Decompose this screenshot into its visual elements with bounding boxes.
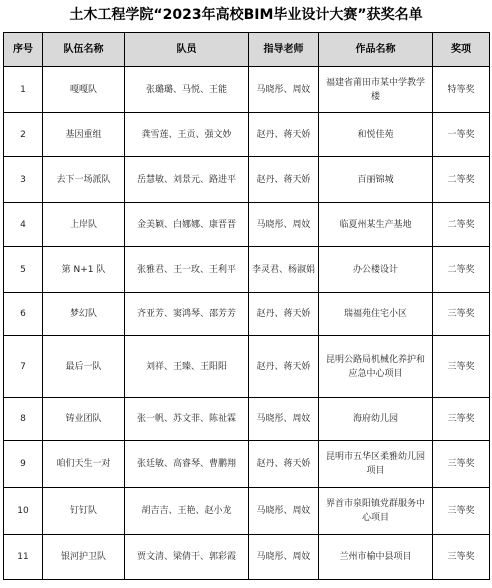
cell-work-title: 昆明市五华区柔雅幼儿园项目 [319, 441, 433, 488]
cell-work-title: 界首市泉阳镇党群服务中心项目 [319, 488, 433, 535]
cell-work-title: 昆明公路局机械化养护和应急中心项目 [319, 336, 433, 398]
cell-members: 刘祥、王臻、王阳阳 [125, 336, 249, 398]
cell-award: 三等奖 [433, 336, 490, 398]
cell-number: 7 [4, 336, 43, 398]
cell-number: 4 [4, 203, 43, 247]
table-row [4, 157, 490, 203]
cell-team-name: 去下一场派队 [43, 157, 125, 203]
cell-advisor: 赵丹、蒋天娇 [249, 157, 319, 203]
table-row [4, 247, 490, 293]
cell-members: 贾文清、梁倩干、郭彩霞 [125, 535, 249, 580]
cell-number: 2 [4, 113, 43, 157]
cell-members: 张一帆、苏文菲、陈祉霖 [125, 398, 249, 441]
header-members: 队员 [125, 33, 249, 67]
cell-members: 胡吉吉、王艳、赵小龙 [125, 488, 249, 535]
cell-award: 三等奖 [433, 441, 490, 488]
cell-work-title: 海府幼儿园 [319, 398, 433, 441]
table-row [4, 293, 490, 336]
table-row [4, 398, 490, 441]
cell-number: 1 [4, 67, 43, 113]
cell-number: 11 [4, 535, 43, 580]
cell-team-name: 铸业团队 [43, 398, 125, 441]
table-row [4, 488, 490, 535]
cell-team-name: 梦幻队 [43, 293, 125, 336]
cell-award: 一等奖 [433, 113, 490, 157]
cell-number: 5 [4, 247, 43, 293]
cell-award: 二等奖 [433, 247, 490, 293]
cell-work-title: 兰州市榆中县项目 [319, 535, 433, 580]
cell-members: 龚雪莲、王贡、强文妙 [125, 113, 249, 157]
table-row [4, 441, 490, 488]
cell-advisor: 马晓彤、周妏 [249, 535, 319, 580]
cell-team-name: 银河护卫队 [43, 535, 125, 580]
cell-number: 8 [4, 398, 43, 441]
cell-team-name: 钉钉队 [43, 488, 125, 535]
header-number: 序号 [4, 33, 43, 67]
cell-award: 二等奖 [433, 203, 490, 247]
cell-advisor: 马晓彤、周妏 [249, 203, 319, 247]
cell-advisor: 马晓彤、周妏 [249, 398, 319, 441]
award-table [3, 32, 490, 580]
table-row [4, 336, 490, 398]
cell-members: 齐亚芳、窦鸿琴、邵芳芳 [125, 293, 249, 336]
cell-award: 三等奖 [433, 488, 490, 535]
cell-number: 3 [4, 157, 43, 203]
table-body [4, 67, 490, 580]
cell-award: 三等奖 [433, 293, 490, 336]
table-row [4, 113, 490, 157]
table-row [4, 535, 490, 580]
header-team-name: 队伍名称 [43, 33, 125, 67]
cell-work-title: 瑞福苑住宅小区 [319, 293, 433, 336]
cell-award: 三等奖 [433, 398, 490, 441]
header-work-title: 作品名称 [319, 33, 433, 67]
cell-team-name: 咱们天生一对 [43, 441, 125, 488]
cell-team-name: 基因重组 [43, 113, 125, 157]
cell-members: 金美颖、白娜娜、康晋晋 [125, 203, 249, 247]
cell-work-title: 办公楼设计 [319, 247, 433, 293]
cell-work-title: 百丽锦城 [319, 157, 433, 203]
header-award: 奖项 [433, 33, 490, 67]
table-row [4, 67, 490, 113]
cell-members: 岳慧敏、刘景元、路进平 [125, 157, 249, 203]
cell-advisor: 李灵君、杨淑娟 [249, 247, 319, 293]
cell-members: 张廷敏、高睿琴、曹鹏翔 [125, 441, 249, 488]
cell-number: 6 [4, 293, 43, 336]
cell-number: 10 [4, 488, 43, 535]
table-row [4, 203, 490, 247]
header-advisor: 指导老师 [249, 33, 319, 67]
cell-team-name: 最后一队 [43, 336, 125, 398]
cell-award: 二等奖 [433, 157, 490, 203]
document-title: 土木工程学院“2023年高校BIM毕业设计大赛”获奖名单 [69, 7, 423, 23]
cell-advisor: 马晓彤、周妏 [249, 488, 319, 535]
cell-advisor: 赵丹、蒋天娇 [249, 336, 319, 398]
cell-work-title: 和悦佳苑 [319, 113, 433, 157]
cell-team-name: 嘎嘎队 [43, 67, 125, 113]
cell-award: 三等奖 [433, 535, 490, 580]
cell-advisor: 赵丹、蒋天娇 [249, 113, 319, 157]
cell-team-name: 第 N+1 队 [43, 247, 125, 293]
cell-advisor: 马晓彤、周妏 [249, 67, 319, 113]
cell-work-title: 临夏州某生产基地 [319, 203, 433, 247]
cell-work-title: 福建省莆田市某中学教学楼 [319, 67, 433, 113]
cell-award: 特等奖 [433, 67, 490, 113]
table-header-row [4, 33, 490, 67]
cell-advisor: 赵丹、蒋天娇 [249, 441, 319, 488]
cell-advisor: 赵丹、蒋天娇 [249, 293, 319, 336]
cell-members: 张雅君、王一玫、王利平 [125, 247, 249, 293]
cell-number: 9 [4, 441, 43, 488]
cell-team-name: 上岸队 [43, 203, 125, 247]
cell-members: 张璐璐、马悦、王能 [125, 67, 249, 113]
